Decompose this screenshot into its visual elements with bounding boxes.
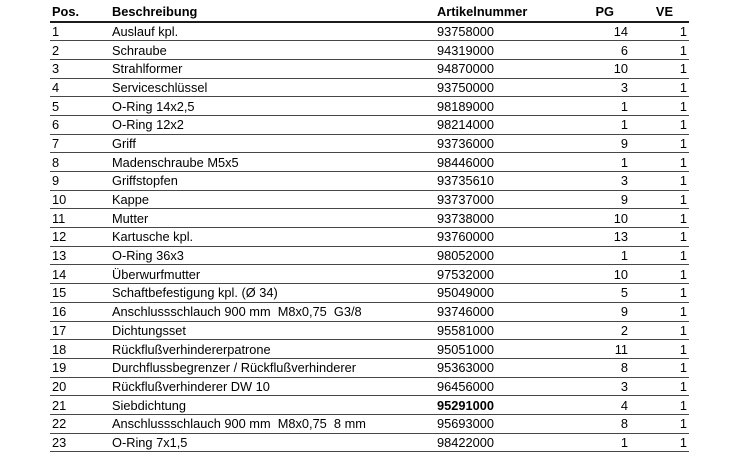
table-row <box>50 246 689 265</box>
table-row <box>50 59 689 78</box>
description-cell: Siebdichtung <box>110 396 435 415</box>
description-cell: Kappe <box>110 190 435 209</box>
pos-cell: 9 <box>50 172 110 191</box>
ve-cell: 1 <box>630 41 689 60</box>
ve-cell: 1 <box>630 302 689 321</box>
pg-cell: 3 <box>590 78 630 97</box>
table-row <box>50 97 689 116</box>
article-number-cell: 98214000 <box>435 115 590 134</box>
pos-cell: 5 <box>50 97 110 116</box>
table-row <box>50 265 689 284</box>
table-row <box>50 340 689 359</box>
table-row <box>50 396 689 415</box>
table-row <box>50 321 689 340</box>
ve-cell: 1 <box>630 78 689 97</box>
description-cell: Dichtungsset <box>110 321 435 340</box>
ve-cell: 1 <box>630 284 689 303</box>
description-cell: O-Ring 12x2 <box>110 115 435 134</box>
pos-cell: 6 <box>50 115 110 134</box>
description-cell: Griff <box>110 134 435 153</box>
description-cell: Rückflußverhindererpatrone <box>110 340 435 359</box>
pos-cell: 17 <box>50 321 110 340</box>
description-cell: Mutter <box>110 209 435 228</box>
pos-cell: 4 <box>50 78 110 97</box>
ve-cell: 1 <box>630 153 689 172</box>
pg-cell: 8 <box>590 358 630 377</box>
ve-cell: 1 <box>630 265 689 284</box>
column-header-artikelnummer: Artikelnummer <box>435 2 590 22</box>
pos-cell: 23 <box>50 433 110 452</box>
table-body <box>50 22 689 452</box>
article-number-cell: 98422000 <box>435 433 590 452</box>
description-cell: Auslauf kpl. <box>110 22 435 41</box>
pos-cell: 18 <box>50 340 110 359</box>
pos-cell: 10 <box>50 190 110 209</box>
column-header-pg: PG <box>590 2 630 22</box>
article-number-cell: 95363000 <box>435 358 590 377</box>
table-row <box>50 209 689 228</box>
pos-cell: 15 <box>50 284 110 303</box>
ve-cell: 1 <box>630 22 689 41</box>
table-row <box>50 302 689 321</box>
table-row <box>50 284 689 303</box>
pg-cell: 3 <box>590 172 630 191</box>
ve-cell: 1 <box>630 97 689 116</box>
table-row <box>50 41 689 60</box>
article-number-cell: 95291000 <box>435 396 590 415</box>
pg-cell: 4 <box>590 396 630 415</box>
pg-cell: 13 <box>590 228 630 247</box>
table-row <box>50 377 689 396</box>
table-row <box>50 358 689 377</box>
pg-cell: 1 <box>590 153 630 172</box>
description-cell: O-Ring 7x1,5 <box>110 433 435 452</box>
table-row <box>50 172 689 191</box>
header-row <box>50 2 689 22</box>
table-row <box>50 22 689 41</box>
description-cell: Kartusche kpl. <box>110 228 435 247</box>
ve-cell: 1 <box>630 358 689 377</box>
pg-cell: 14 <box>590 22 630 41</box>
pg-cell: 1 <box>590 115 630 134</box>
ve-cell: 1 <box>630 246 689 265</box>
description-cell: Strahlformer <box>110 59 435 78</box>
pg-cell: 1 <box>590 246 630 265</box>
pg-cell: 2 <box>590 321 630 340</box>
description-cell: Anschlussschlauch 900 mm M8x0,75 8 mm <box>110 414 435 433</box>
column-header-beschreibung: Beschreibung <box>110 2 435 22</box>
article-number-cell: 93736000 <box>435 134 590 153</box>
pos-cell: 16 <box>50 302 110 321</box>
table-row <box>50 190 689 209</box>
pg-cell: 9 <box>590 302 630 321</box>
article-number-cell: 95581000 <box>435 321 590 340</box>
ve-cell: 1 <box>630 228 689 247</box>
ve-cell: 1 <box>630 321 689 340</box>
pos-cell: 2 <box>50 41 110 60</box>
description-cell: Madenschraube M5x5 <box>110 153 435 172</box>
description-cell: Serviceschlüssel <box>110 78 435 97</box>
article-number-cell: 97532000 <box>435 265 590 284</box>
ve-cell: 1 <box>630 340 689 359</box>
article-number-cell: 93738000 <box>435 209 590 228</box>
description-cell: Griffstopfen <box>110 172 435 191</box>
pg-cell: 1 <box>590 433 630 452</box>
description-cell: Schaftbefestigung kpl. (Ø 34) <box>110 284 435 303</box>
article-number-cell: 98446000 <box>435 153 590 172</box>
description-cell: O-Ring 14x2,5 <box>110 97 435 116</box>
parts-list-table <box>50 2 689 452</box>
ve-cell: 1 <box>630 190 689 209</box>
pg-cell: 8 <box>590 414 630 433</box>
description-cell: Rückflußverhinderer DW 10 <box>110 377 435 396</box>
article-number-cell: 93737000 <box>435 190 590 209</box>
pos-cell: 21 <box>50 396 110 415</box>
pos-cell: 12 <box>50 228 110 247</box>
ve-cell: 1 <box>630 377 689 396</box>
article-number-cell: 93750000 <box>435 78 590 97</box>
pos-cell: 13 <box>50 246 110 265</box>
pg-cell: 9 <box>590 134 630 153</box>
table-row <box>50 153 689 172</box>
column-header-pos: Pos. <box>50 2 110 22</box>
pg-cell: 11 <box>590 340 630 359</box>
article-number-cell: 93760000 <box>435 228 590 247</box>
ve-cell: 1 <box>630 59 689 78</box>
table-row <box>50 78 689 97</box>
article-number-cell: 95051000 <box>435 340 590 359</box>
description-cell: Überwurfmutter <box>110 265 435 284</box>
pg-cell: 5 <box>590 284 630 303</box>
ve-cell: 1 <box>630 115 689 134</box>
article-number-cell: 94319000 <box>435 41 590 60</box>
ve-cell: 1 <box>630 134 689 153</box>
article-number-cell: 93746000 <box>435 302 590 321</box>
pg-cell: 3 <box>590 377 630 396</box>
pg-cell: 6 <box>590 41 630 60</box>
table-row <box>50 134 689 153</box>
article-number-cell: 95049000 <box>435 284 590 303</box>
table-row <box>50 115 689 134</box>
column-header-ve: VE <box>630 2 689 22</box>
pos-cell: 20 <box>50 377 110 396</box>
description-cell: Anschlussschlauch 900 mm M8x0,75 G3/8 <box>110 302 435 321</box>
article-number-cell: 93735610 <box>435 172 590 191</box>
pg-cell: 10 <box>590 265 630 284</box>
article-number-cell: 98189000 <box>435 97 590 116</box>
pg-cell: 1 <box>590 97 630 116</box>
pg-cell: 9 <box>590 190 630 209</box>
table-row <box>50 414 689 433</box>
pos-cell: 11 <box>50 209 110 228</box>
table-row <box>50 228 689 247</box>
article-number-cell: 98052000 <box>435 246 590 265</box>
ve-cell: 1 <box>630 414 689 433</box>
description-cell: Schraube <box>110 41 435 60</box>
ve-cell: 1 <box>630 433 689 452</box>
table-header <box>50 2 689 22</box>
description-cell: O-Ring 36x3 <box>110 246 435 265</box>
pos-cell: 14 <box>50 265 110 284</box>
pos-cell: 7 <box>50 134 110 153</box>
article-number-cell: 95693000 <box>435 414 590 433</box>
table-row <box>50 433 689 452</box>
pg-cell: 10 <box>590 59 630 78</box>
article-number-cell: 94870000 <box>435 59 590 78</box>
pos-cell: 22 <box>50 414 110 433</box>
pos-cell: 1 <box>50 22 110 41</box>
pos-cell: 3 <box>50 59 110 78</box>
description-cell: Durchflussbegrenzer / Rückflußverhinderer <box>110 358 435 377</box>
ve-cell: 1 <box>630 172 689 191</box>
ve-cell: 1 <box>630 209 689 228</box>
pg-cell: 10 <box>590 209 630 228</box>
article-number-cell: 93758000 <box>435 22 590 41</box>
ve-cell: 1 <box>630 396 689 415</box>
pos-cell: 19 <box>50 358 110 377</box>
pos-cell: 8 <box>50 153 110 172</box>
article-number-cell: 96456000 <box>435 377 590 396</box>
